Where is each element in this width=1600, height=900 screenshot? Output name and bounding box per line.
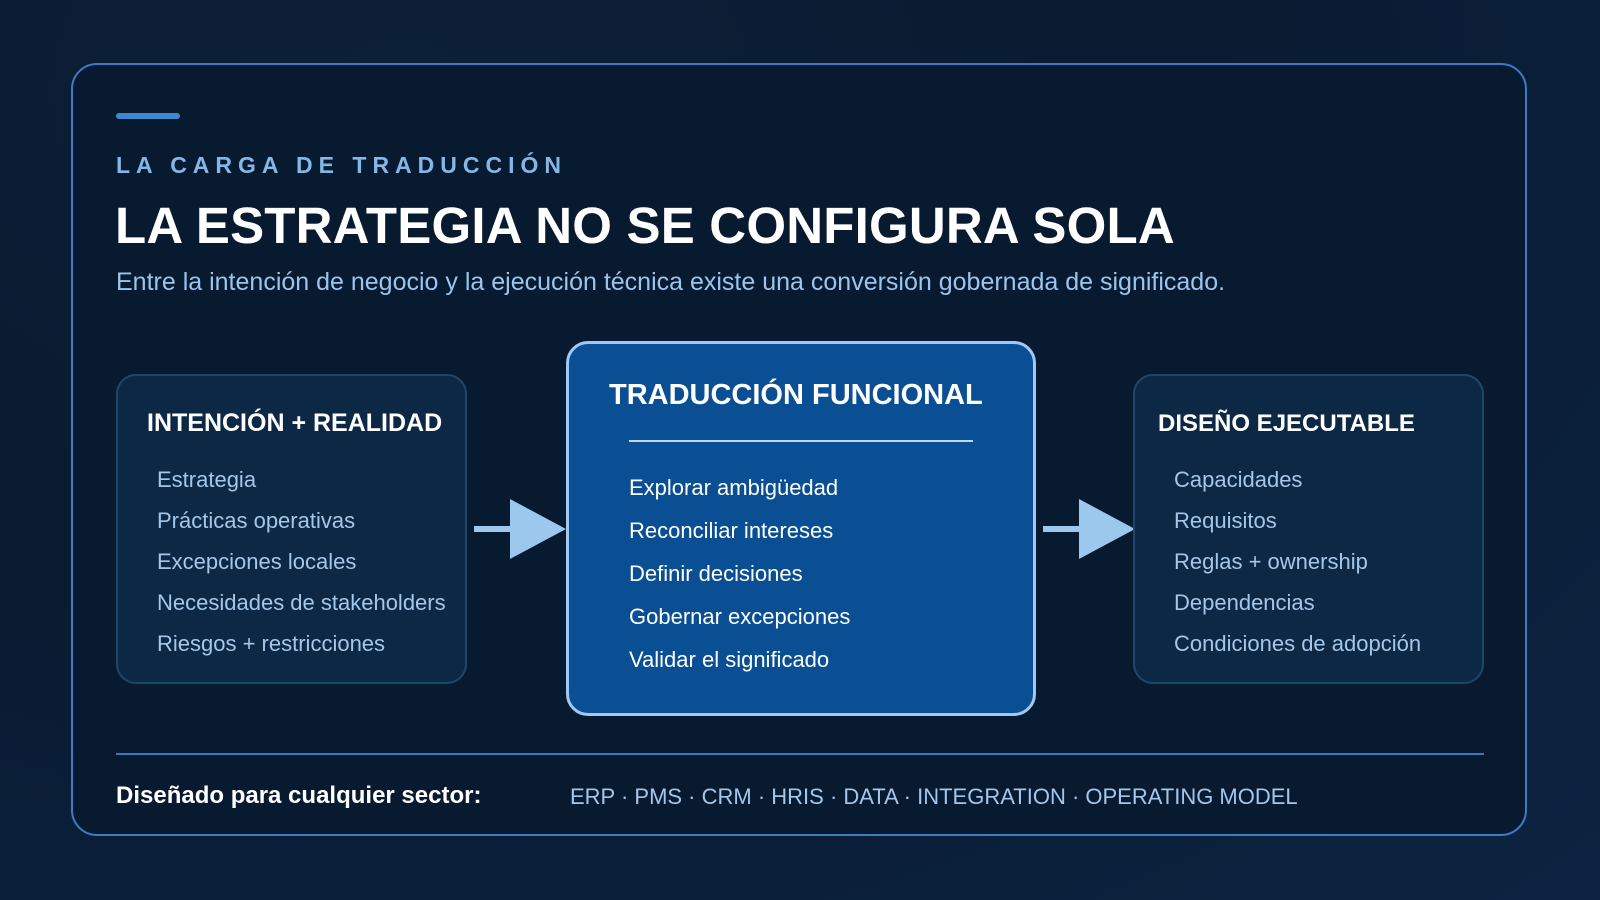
- list-item: Riesgos + restricciones: [157, 631, 386, 656]
- list-item: Reglas + ownership: [1174, 549, 1368, 574]
- list-item: Definir decisiones: [629, 561, 803, 586]
- list-item: Gobernar excepciones: [629, 604, 851, 629]
- input-list: [157, 459, 446, 664]
- list-item: Condiciones de adopción: [1174, 631, 1422, 656]
- list-item: Dependencias: [1174, 590, 1315, 615]
- input-box-heading: INTENCIÓN + REALIDAD: [147, 409, 443, 437]
- arrow-right-icon: [472, 497, 568, 561]
- list-item: Explorar ambigüedad: [629, 475, 839, 500]
- input-box: [116, 374, 467, 684]
- divider: [629, 440, 973, 442]
- footer-sectors: ERP · PMS · CRM · HRIS · DATA · INTEGRATION · OPERATING MODEL: [570, 784, 1298, 809]
- process-box-heading: TRADUCCIÓN FUNCIONAL: [609, 379, 983, 411]
- list-item: Excepciones locales: [157, 549, 357, 574]
- process-list: [629, 466, 850, 681]
- output-list: [1174, 459, 1421, 664]
- footer-label: Diseñado para cualquier sector:: [116, 782, 482, 809]
- process-box: [566, 341, 1036, 716]
- output-box-heading: DISEÑO EJECUTABLE: [1158, 410, 1415, 437]
- footer-divider: [116, 753, 1484, 755]
- list-item: Necesidades de stakeholders: [157, 590, 446, 615]
- page-subtitle: Entre la intención de negocio y la ejecución técnica existe una conversión gobernada de significado.: [116, 268, 1226, 296]
- list-item: Reconciliar intereses: [629, 518, 834, 543]
- page-title: LA ESTRATEGIA NO SE CONFIGURA SOLA: [115, 197, 1175, 254]
- list-item: Prácticas operativas: [157, 508, 356, 533]
- list-item: Estrategia: [157, 467, 257, 492]
- eyebrow-label: LA CARGA DE TRADUCCIÓN: [116, 152, 568, 178]
- list-item: Validar el significado: [629, 647, 830, 672]
- output-box: [1133, 374, 1484, 684]
- list-item: Requisitos: [1174, 508, 1277, 533]
- arrow-right-icon: [1041, 497, 1137, 561]
- accent-bar: [116, 113, 180, 119]
- list-item: Capacidades: [1174, 467, 1303, 492]
